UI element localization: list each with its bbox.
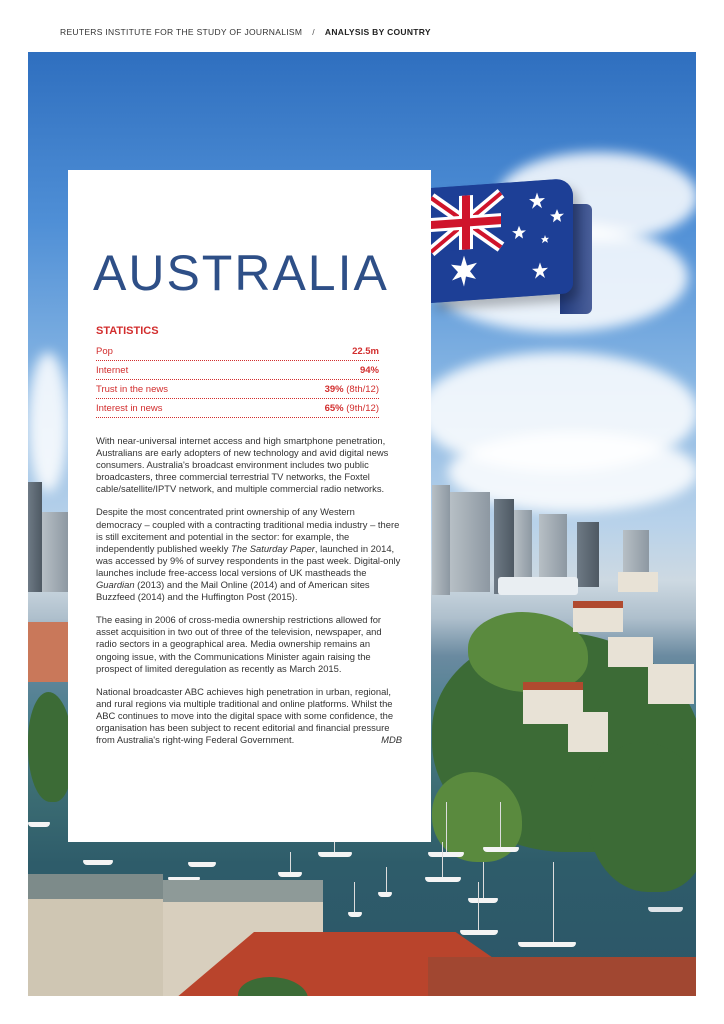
stat-label: Pop xyxy=(96,345,113,357)
stat-rank: (8th/12) xyxy=(346,383,379,395)
statistics-heading: STATISTICS xyxy=(96,325,159,337)
publisher-label: REUTERS INSTITUTE FOR THE STUDY OF JOURNALISM xyxy=(60,27,303,37)
header-separator: / xyxy=(312,27,315,37)
publication-title: Guardian xyxy=(96,579,135,591)
paragraph-1: With near-universal internet access and high smartphone penetration, Australians are early adopters of new technology and avid digital news consumers. Australia's broadcast environment includes two public broadcasters, three commercial terrestrial TV networks, the Foxtel cable/satellite/IPTV network, and multiple commercial radio networks. xyxy=(96,435,389,495)
page-header xyxy=(60,27,431,37)
stat-row-internet xyxy=(96,361,379,380)
paragraph-2: Despite the most concentrated print ownership of any Western democracy – coupled with a contracting traditional media industry – there is still excitement and potential in the sector: for example, the independently published weekly The Saturday Paper, launched in 2014, was accessed by 9% of survey respondents in the past week. Digital-only launches include free-access local versions of UK mastheads the Guardian (2013) and the Mail Online (2014) and of American sites Buzzfeed (2014) and the Huffington Post (2015). xyxy=(96,506,401,603)
stat-label: Trust in the news xyxy=(96,383,168,395)
country-card xyxy=(68,170,431,842)
stat-value: 94% xyxy=(359,364,379,376)
section-label: ANALYSIS BY COUNTRY xyxy=(324,27,431,37)
paragraph-3: The easing in 2006 of cross-media ownership restrictions allowed for asset acquisition in two out of three of the television, newspaper, and radio sectors in a geographical area. Media ownership remains an ongoing issue, with the Communications Minister again raising the prospect of limited deregulation as recently as March 2015. xyxy=(96,614,382,674)
country-title: AUSTRALIA xyxy=(93,245,389,301)
stat-label: Internet xyxy=(96,364,129,376)
stat-value: 22.5m xyxy=(352,345,379,357)
paragraph-4: National broadcaster ABC achieves high penetration in urban, regional, and rural regions via multiple traditional and online platforms. Whilst the ABC continues to move into the digital space with some confidence, the organisation has been subject to recent editorial and financial pressure from Australia's right-wing Federal Government. MDB xyxy=(96,685,402,746)
article-body xyxy=(96,435,402,757)
stat-row-trust xyxy=(96,380,379,399)
stat-row-pop xyxy=(96,342,379,361)
publication-title: The Saturday Paper xyxy=(231,542,315,554)
stat-label: Interest in news xyxy=(96,402,163,414)
australian-flag-image xyxy=(431,178,573,303)
australian-flag xyxy=(431,178,573,303)
stat-row-interest xyxy=(96,399,379,418)
stat-value: 39% xyxy=(324,383,344,395)
statistics-table xyxy=(96,342,379,418)
stat-rank: (9th/12) xyxy=(346,402,379,414)
stat-value: 65% xyxy=(324,402,344,414)
author-initials: MDB xyxy=(381,734,402,746)
